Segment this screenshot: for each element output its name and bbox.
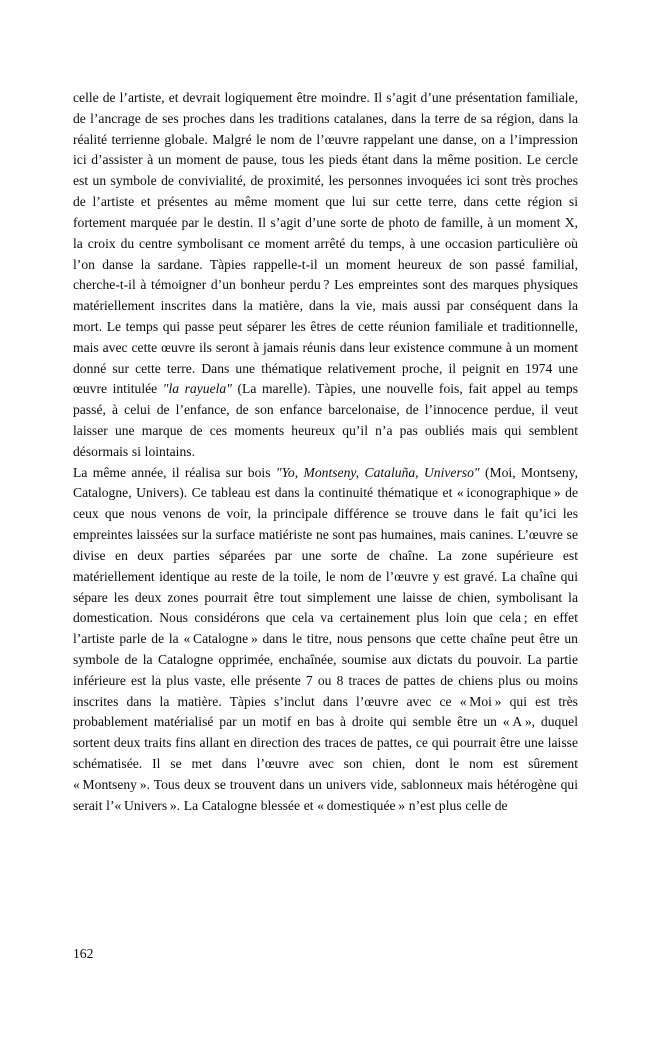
page-number: 162	[73, 946, 94, 961]
text-run: celle de l’artiste, et devrait logiquement être moindre. Il s’agit d’une présentation familiale, de l’ancrage de ses proches dans les traditions catalanes, dans la terre de sa région, dans la réalité terrienne globale. Malgré le nom de l’œuvre rappelant une danse, on a l’impression ici d’assister à un moment de pause, tous les pieds étant dans la même position. Le cercle est un symbole de convivialité, de proximité, les personnes invoquées ici sont très proches de l’artiste et présentes au même moment que lui sur cette terre, dans cette région si fortement marquée par le destin. Il s’agit d’une sorte de photo de famille, à un moment X, la croix du centre symbolisant ce moment arrêté du temps, à une occasion particulière où l’on danse la sardane. Tàpies rappelle-t-il un moment heureux de son passé familial, cherche-t-il à témoigner d’un bonheur perdu ? Les empreintes sont des marques physiques matériellement inscrites dans la matière, dans la vie, mais aussi par conséquent dans la mort. Le temps qui passe peut séparer les êtres de cette réunion familiale et traditionnelle, mais avec cette œuvre ils seront à jamais réunis dans leur existence commune à un moment donné sur cette terre. Dans une thématique relativement proche, il peignit en 1974 une œuvre intitulée	[73, 90, 578, 397]
body-paragraph	[73, 88, 578, 463]
artwork-title-italic: "Yo, Montseny, Cataluña, Universo"	[275, 464, 480, 480]
text-run: (La marelle). Tàpies, une nouvelle fois, fait appel au temps passé, à celui de l’enfance, de son enfance barcelonaise, de l’innocence perdue, il veut laisser une marque de ces moments heureux qu’il n’a pas oubliés mais qui semblent désormais si lointains.	[73, 381, 578, 459]
body-text-block	[73, 88, 578, 816]
text-run: La même année, il réalisa sur bois	[73, 464, 276, 480]
artwork-title-italic: "la rayuela"	[162, 381, 232, 397]
text-run: (Moi, Montseny, Catalogne, Univers). Ce tableau est dans la continuité thématique et « iconographique » de ceux que nous venons de voir, la principale différence se trouve dans le fait qu’ici les empreintes laissées sur la surface matiériste ne sont pas humaines, mais canines. L’œuvre se divise en deux parties séparées par une sorte de chaîne. La zone supérieure est matériellement identique au reste de la toile, le nom de l’œuvre y est gravé. La chaîne qui sépare les deux zones pourrait être tout simplement une laisse de chien, symbolisant la domestication. Nous considérons que cela va certainement plus loin que cela ; en effet l’artiste parle de la « Catalogne » dans le titre, nous pensons que cette chaîne peut être un symbole de la Catalogne opprimée, enchaînée, soumise aux dictats du pouvoir. La partie inférieure est la plus vaste, elle présente 7 ou 8 traces de pattes de chiens plus ou moins inscrites dans la matière. Tàpies s’inclut dans l’œuvre avec ce « Moi » qui est très probablement matérialisé par un motif en bas à droite qui semble être un « A », duquel sortent deux traits fins allant en direction des traces de pattes, ce qui pourrait être une laisse schématisée. Il se met dans l’œuvre avec son chien, dont le nom est sûrement « Montseny ». Tous deux se trouvent dans un univers vide, sablonneux mais hétérogène qui serait l’« Univers ». La Catalogne blessée et « domestiquée » n’est plus celle de	[73, 464, 578, 813]
body-paragraph	[73, 463, 578, 817]
